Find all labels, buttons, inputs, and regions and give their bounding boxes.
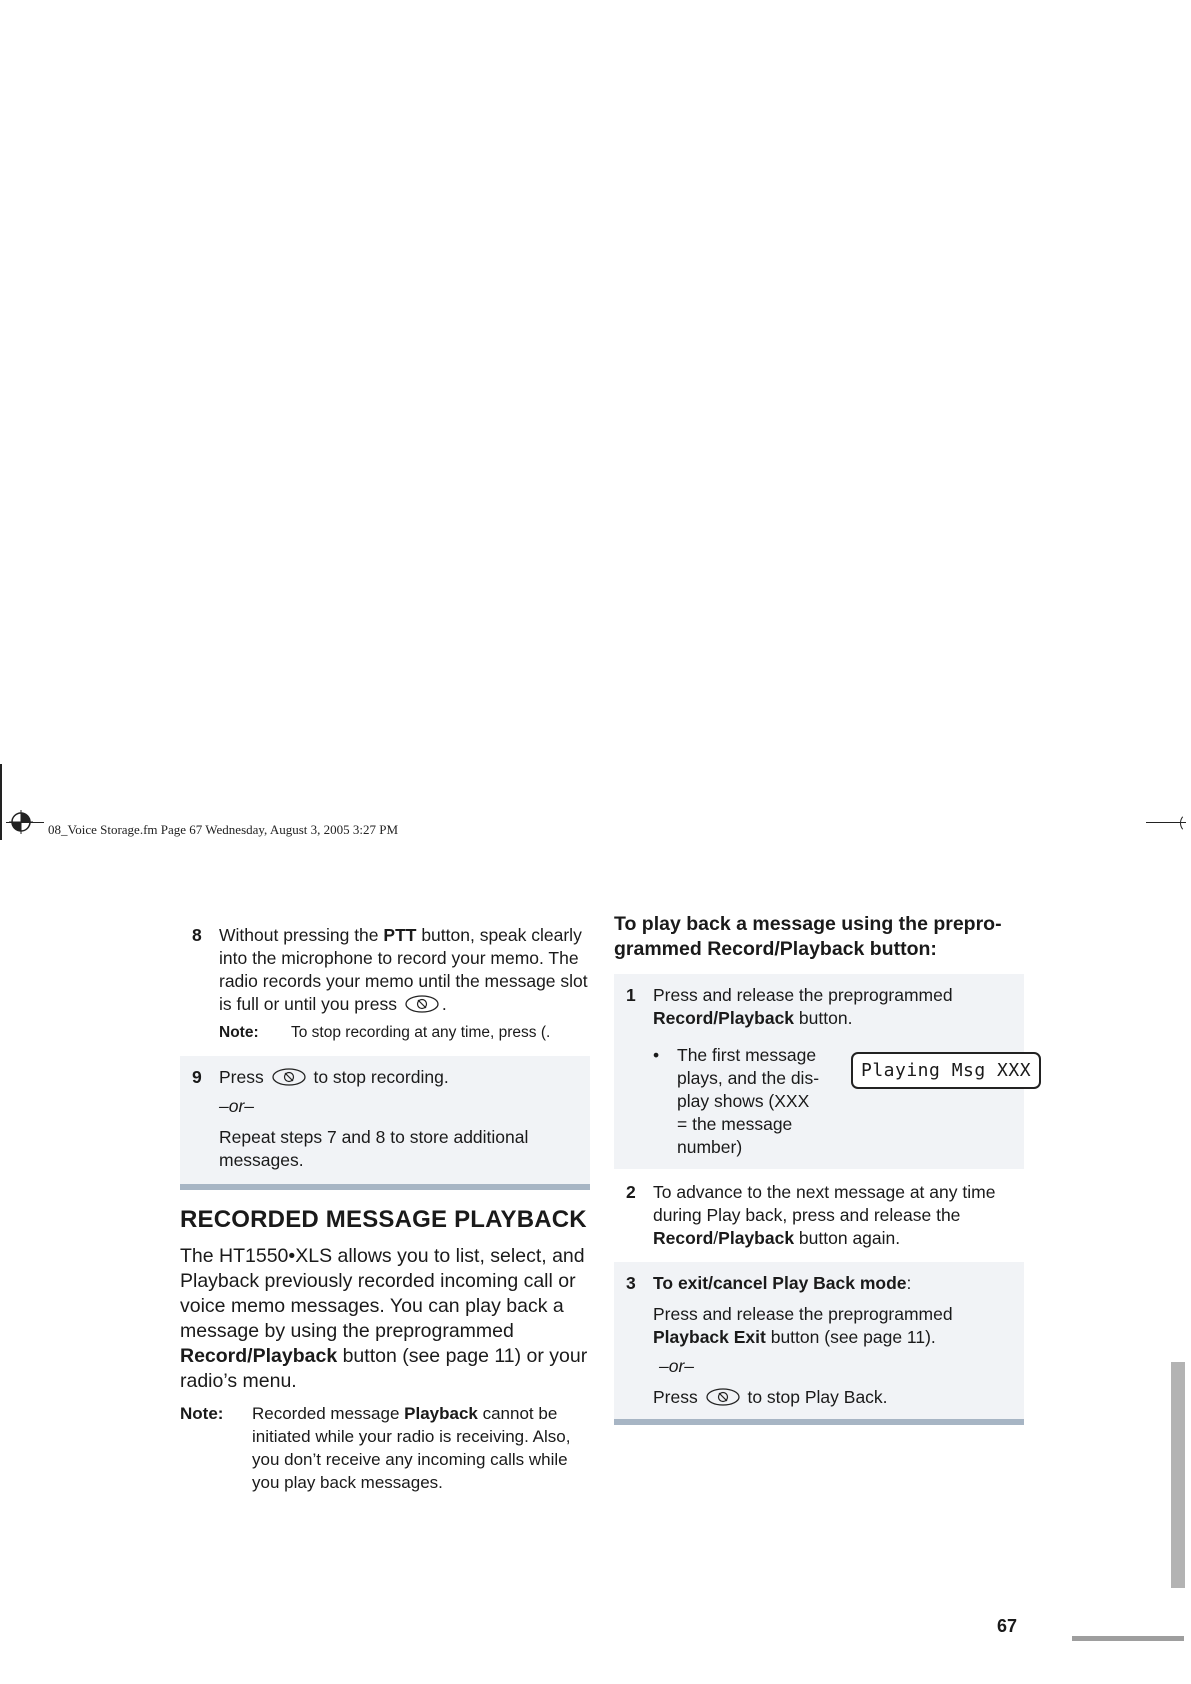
step-1-box	[614, 974, 1032, 1169]
step-2: 2 To advance to the next message at any time during Play back, press and release the Record/Playback button again.	[626, 1182, 996, 1248]
bullet-icon: •	[653, 1045, 660, 1065]
step-9-alt-text: Repeat steps 7 and 8 to store additional messages.	[219, 1127, 529, 1170]
step-3: 3 To exit/cancel Play Back mode: Press and release the preprogrammed Playback Exit button (see page 11). –or– Press to stop Play Back.	[626, 1272, 1012, 1409]
playback-note	[180, 1402, 590, 1494]
chapter-tab	[1171, 1362, 1185, 1588]
stop-button-icon	[705, 1387, 741, 1407]
note-label: Note:	[219, 1024, 259, 1041]
note-text: Recorded message Playback cannot be initiated while your radio is receiving. Also, you don’t receive any incoming calls while you play back messages.	[252, 1404, 571, 1492]
page-number-rule	[1072, 1636, 1184, 1641]
or-separator: –or–	[659, 1356, 695, 1376]
bullet-row	[653, 1044, 1041, 1159]
file-info-header: 08_Voice Storage.fm Page 67 Wednesday, August 3, 2005 3:27 PM	[48, 822, 399, 837]
right-column	[614, 912, 1032, 1425]
step-1: 1 Press and release the preprogrammed Record/Playback button. • The first message plays, and the dis- play shows (XXX = the message number) Playing Msg XXX	[626, 984, 1012, 1159]
page-number: 67	[997, 1616, 1018, 1636]
box-rule	[180, 1184, 590, 1190]
step-number: 3	[626, 1273, 636, 1293]
step-8	[180, 924, 590, 1044]
note-step-8	[219, 1022, 590, 1044]
step-number: 9	[192, 1067, 202, 1087]
crop-mark-vertical	[0, 764, 2, 840]
stop-button-icon	[404, 994, 440, 1014]
note-text: To stop recording at any time, press (.	[291, 1024, 551, 1041]
step-number: 8	[192, 925, 202, 945]
procedure-heading: To play back a message using the prepro- grammed Record/Playback button:	[614, 913, 1002, 960]
registration-mark-icon	[9, 810, 33, 834]
bullet-text: The first message plays, and the dis- play shows (XXX = the message number)	[677, 1045, 820, 1157]
stop-button-icon	[271, 1067, 307, 1087]
ptt-label: PTT	[383, 925, 417, 945]
note-label: Note:	[180, 1404, 224, 1423]
step-9-box	[180, 1056, 590, 1184]
or-separator: –or–	[219, 1096, 255, 1116]
section-title: RECORDED MESSAGE PLAYBACK	[180, 1206, 587, 1233]
step-number: 1	[626, 985, 636, 1005]
registration-mark-right-icon	[1180, 814, 1191, 832]
left-column	[180, 924, 590, 1494]
lcd-display: Playing Msg XXX	[851, 1052, 1041, 1089]
step-number: 2	[626, 1182, 636, 1202]
step-2-box	[614, 1169, 1024, 1262]
box-rule	[614, 1419, 1024, 1425]
step-8-text: Without pressing the PTT button, speak clearly into the microphone to record your memo. The radio records your memo until the message slot is full or until you press . Note: To stop recording at any time, press (.	[219, 924, 590, 1044]
step-3-box	[614, 1262, 1024, 1419]
step-9: 9 Press to stop recording. –or– Repeat steps 7 and 8 to store additional messages.	[192, 1066, 578, 1172]
section-paragraph: The HT1550•XLS allows you to list, select, and Playback previously recorded incoming call or voice memo messages. You can play back a message by using the preprogrammed Record/Playback button (see page 11) or your radio’s menu.	[180, 1245, 588, 1392]
